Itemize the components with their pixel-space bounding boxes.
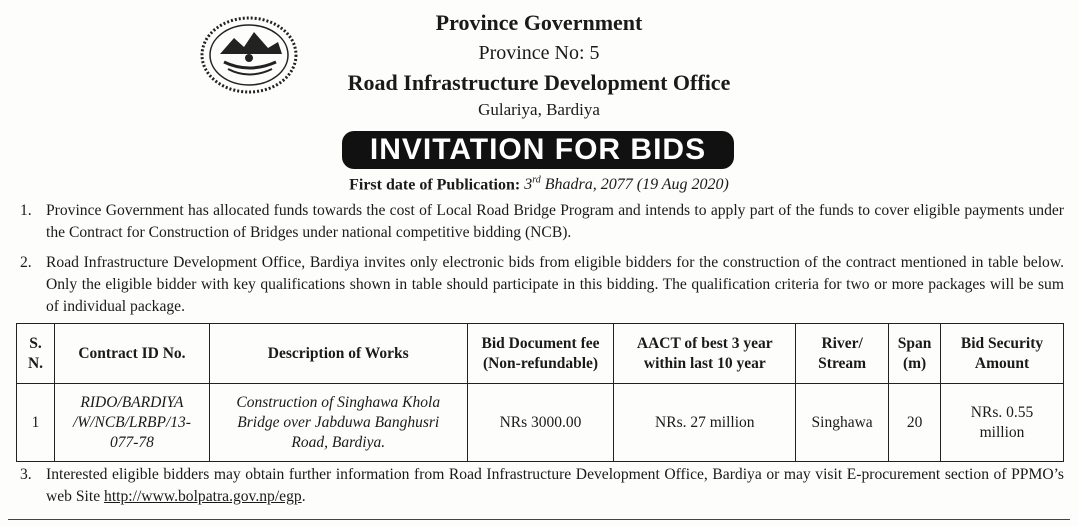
header-span: Span (m)	[889, 324, 941, 384]
header-river: River/ Stream	[796, 324, 889, 384]
paragraph-2	[20, 252, 1064, 318]
cell-bid-fee: NRs 3000.00	[467, 384, 614, 462]
paragraph-1-text: Province Government has allocated funds towards the cost of Local Road Bridge Program and intends to apply part of the funds to cover eligible payments under the Contract for Construction of Bridges under national competitive bidding (NCB).	[46, 202, 1064, 241]
cell-description: Construction of Singhawa Khola Bridge over Jabduwa Banghusri Road, Bardiya.	[209, 384, 467, 462]
publication-day-suffix: rd	[532, 175, 541, 186]
office-location: Gulariya, Bardiya	[478, 100, 600, 119]
paragraph-2-number: 2.	[20, 254, 32, 271]
paragraph-3-end: .	[301, 488, 306, 505]
header-security: Bid Security Amount	[941, 324, 1064, 384]
bottom-border-divider	[8, 519, 1070, 520]
publication-date-rest: Bhadra, 2077 (19 Aug 2020)	[540, 176, 729, 194]
paragraph-3-number: 3.	[20, 466, 32, 483]
publication-date-value	[524, 176, 729, 193]
cell-sn: 1	[17, 384, 55, 462]
publication-date	[0, 175, 1078, 194]
publication-day: 3	[524, 176, 533, 194]
province-number: Province No: 5	[478, 42, 600, 64]
invitation-banner: INVITATION FOR BIDS	[342, 131, 734, 169]
cell-span: 20	[889, 384, 941, 462]
paragraph-1-number: 1.	[20, 202, 32, 219]
header-aact: AACT of best 3 year within last 10 year	[614, 324, 796, 384]
cell-contract-id: RIDO/BARDIYA /W/NCB/LRBP/13-077-78	[54, 384, 209, 462]
bid-table	[16, 323, 1064, 462]
paragraph-3-body: Interested eligible bidders may obtain further information from Road Infrastructure Development Office, Bardiya or may visit E-procurement section of PPMO’s web Site	[46, 466, 1064, 505]
cell-river: Singhawa	[796, 384, 889, 462]
paragraph-1	[20, 200, 1064, 244]
paragraph-3	[20, 464, 1064, 508]
header-sn: S. N.	[17, 324, 55, 384]
cell-security: NRs. 0.55 million	[941, 384, 1064, 462]
paragraph-3-text	[46, 464, 1064, 508]
office-header	[0, 8, 1078, 122]
header-bid-fee: Bid Document fee (Non-refundable)	[467, 324, 614, 384]
cell-aact: NRs. 27 million	[614, 384, 796, 462]
publication-label: First date of Publication:	[349, 176, 521, 194]
header-contract-id: Contract ID No.	[54, 324, 209, 384]
table-row	[17, 384, 1064, 462]
province-government-title: Province Government	[435, 10, 643, 35]
table-header-row	[17, 324, 1064, 384]
office-name: Road Infrastructure Development Office	[347, 70, 731, 95]
egp-website-link[interactable]: http://www.bolpatra.gov.np/egp	[104, 488, 302, 505]
paragraph-2-text: Road Infrastructure Development Office, Bardiya invites only electronic bids from eligible bidders for the construction of the contract mentioned in table below. Only the eligible bidder with key qualifications shown in table should participate in this bidding. The qualification criteria for two or more packages will be sum of individual package.	[46, 254, 1064, 315]
header-description: Description of Works	[209, 324, 467, 384]
